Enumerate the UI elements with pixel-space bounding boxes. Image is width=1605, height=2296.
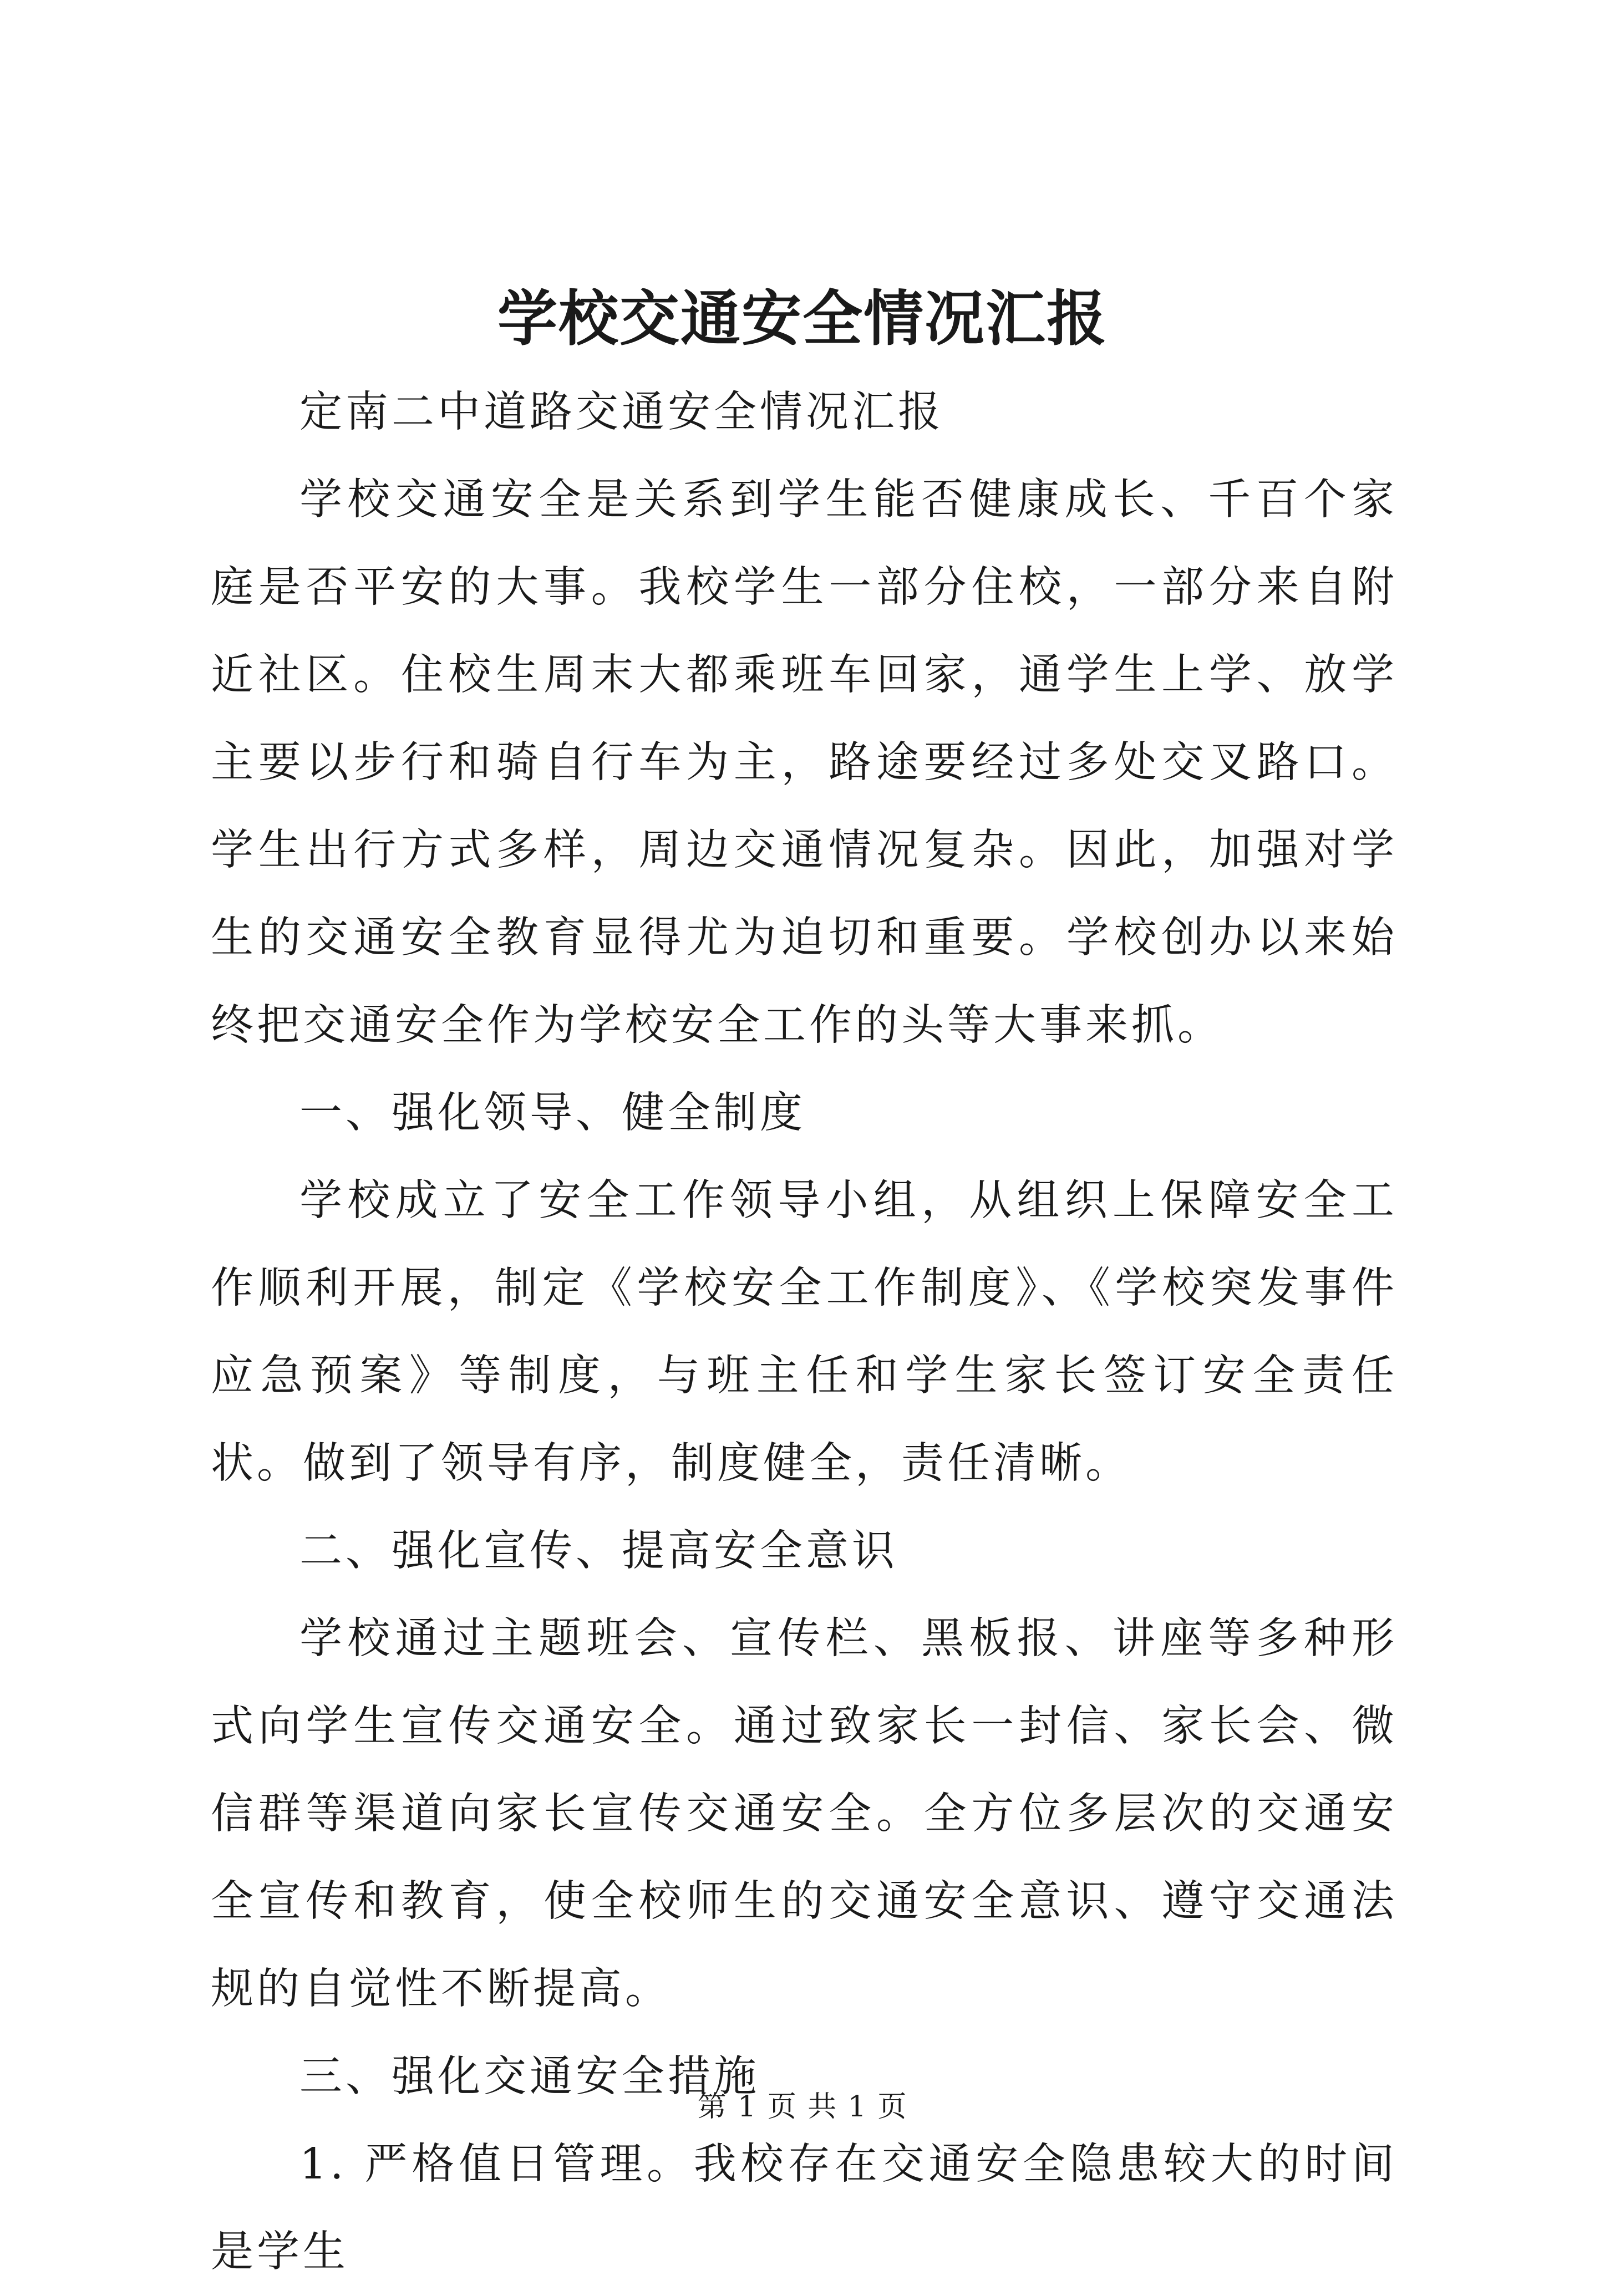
- document-title: 学校交通安全情况汇报: [497, 284, 1108, 354]
- section-heading-1: 一、强化领导、健全制度: [299, 1088, 806, 1138]
- section-1-paragraph: 学校成立了安全工作领导小组，从组织上保障安全工作顺利开展，制定《学校安全工作制度》、《学校突发事件应急预案》等制度，与班主任和学生家长签订安全责任状。做到了领导有序，制度健全，责任清晰。: [211, 1176, 1398, 1488]
- page-footer: 第 1 页 共 1 页: [697, 2090, 908, 2124]
- section-2-paragraph: 学校通过主题班会、宣传栏、黑板报、讲座等多种形式向学生宣传交通安全。通过致家长一封信、家长会、微信群等渠道向家长宣传交通安全。全方位多层次的交通安全宣传和教育，使全校师生的交通安全意识、遵守交通法规的自觉性不断提高。: [211, 1614, 1398, 2014]
- section-heading-2: 二、强化宣传、提高安全意识: [299, 1526, 898, 1576]
- subtitle-paragraph: 定南二中道路交通安全情况汇报: [299, 388, 944, 437]
- section-3-item-1: 1. 严格值日管理。我校存在交通安全隐患较大的时间是学生: [211, 2140, 1398, 2277]
- document-body: [211, 369, 1398, 2296]
- section-heading-3: 三、强化交通安全措施: [299, 2052, 760, 2101]
- intro-paragraph: 学校交通安全是关系到学生能否健康成长、千百个家庭是否平安的大事。我校学生一部分住校，一部分来自附近社区。住校生周末大都乘班车回家，通学生上学、放学主要以步行和骑自行车为主，路途要经过多处交叉路口。学生出行方式多样，周边交通情况复杂。因此，加强对学生的交通安全教育显得尤为迫切和重要。学校创办以来始终把交通安全作为学校安全工作的头等大事来抓。: [211, 475, 1398, 1050]
